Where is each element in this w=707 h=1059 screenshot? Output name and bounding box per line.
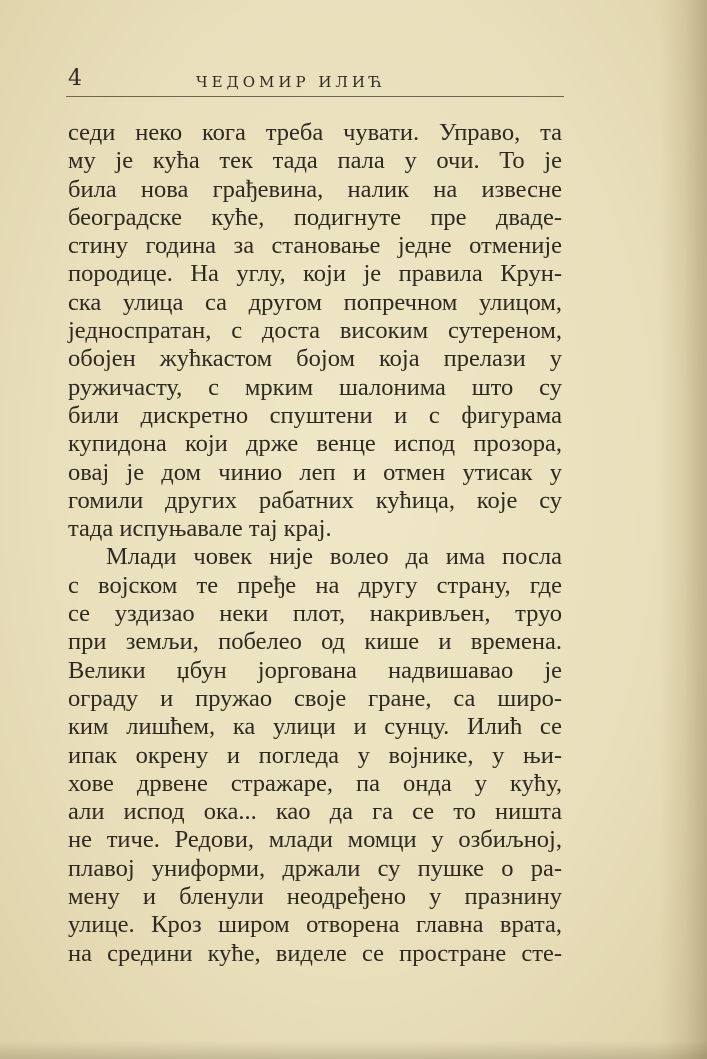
body-text: [68, 119, 562, 968]
text-line: обојен жућкастом бојом која прелази у: [68, 345, 562, 373]
binding-shadow: [659, 0, 707, 1059]
text-line: улице. Кроз широм отворена главна врата,: [68, 911, 562, 939]
text-line: ким лишћем, ка улици и сунцу. Илић се: [68, 713, 562, 741]
text-line: стину година за становање једне отменије: [68, 232, 562, 260]
text-line: Млади човек није волео да има посла: [106, 543, 562, 571]
paragraph: [68, 543, 562, 967]
text-line: на средини куће, виделе се простране сте-: [68, 939, 562, 967]
text-line: ска улица са другом попречном улицом,: [68, 288, 562, 316]
text-line: ружичасту, с мрким шалонима што су: [68, 373, 562, 401]
text-line: плавој униформи, држали су пушке о ра-: [68, 854, 562, 882]
text-line: београдске куће, подигнуте пре двадe-: [68, 203, 562, 231]
text-line: седи неко кога треба чувати. Управо, та: [68, 119, 562, 146]
text-line: Велики џбун јоргована надвишавао је: [68, 656, 562, 684]
text-line: ипак окрену и погледа у војнике, у њи-: [68, 741, 562, 769]
text-line: не тиче. Редови, млади момци у озбиљној,: [68, 826, 562, 854]
text-line: с војском те пређе на другу страну, где: [68, 571, 562, 599]
text-line: му је кућа тек тада пала у очи. То је: [68, 147, 562, 175]
text-line: се уздизао неки плот, накривљен, труо: [68, 600, 562, 628]
running-head: ЧЕДОМИР ИЛИЋ: [196, 73, 387, 91]
page-number: 4: [68, 66, 82, 91]
text-line: породице. На углу, који је правила Крун-: [68, 260, 562, 288]
page-header: [66, 66, 564, 97]
text-line: била нова грађевина, налик на извесне: [68, 175, 562, 203]
text-line: овај је дом чинио леп и отмен утисак у: [68, 458, 562, 486]
text-line: тада испуњавале тај крај.: [68, 515, 332, 543]
text-line: купидона који држе венце испод прозора,: [68, 430, 562, 458]
text-line: били дискретно спуштени и с фигурама: [68, 401, 562, 429]
text-line: ограду и пружао своје гране, са широ-: [68, 684, 562, 712]
bottom-edge-shadow: [0, 1041, 707, 1059]
text-line: хове дрвене стражаре, па онда у кућу,: [68, 769, 562, 797]
paragraph: [68, 119, 562, 543]
text-line: али испод ока... као да га се то ништа: [68, 798, 562, 826]
text-line: гомили других рабатних кућица, које су: [68, 486, 562, 514]
text-line: мену и бленули неодређено у празнину: [68, 883, 562, 911]
text-line: једноспратан, с доста високим сутереном,: [68, 317, 562, 345]
text-line: при земљи, побелео од кише и времена.: [68, 628, 562, 656]
